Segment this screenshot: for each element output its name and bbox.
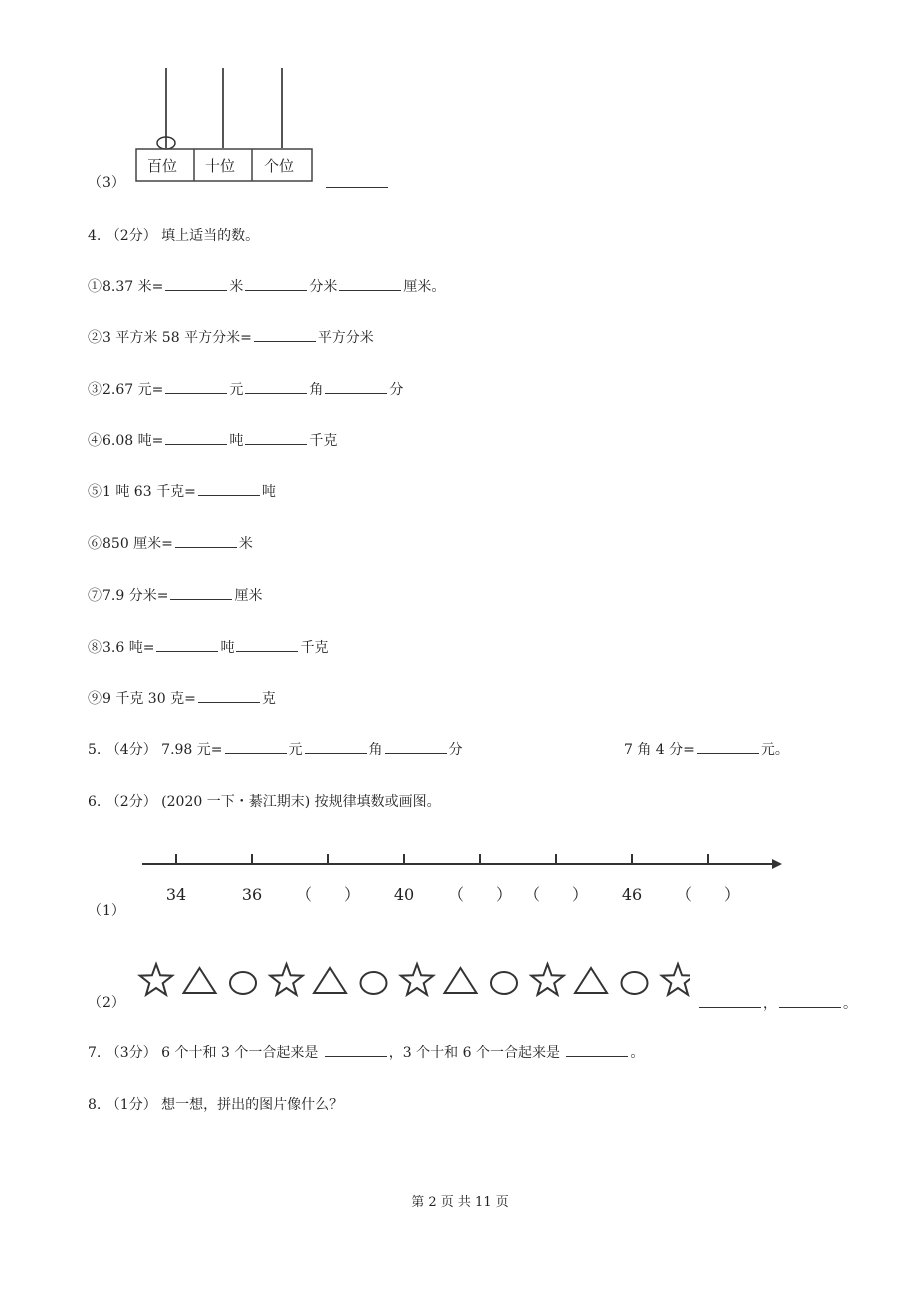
circle-shape: [491, 972, 517, 994]
q4-item-8: ⑧3.6 吨= 吨 千克: [88, 640, 329, 656]
q4-item-6: ⑥850 厘米= 米: [88, 536, 253, 552]
blank[interactable]: [699, 994, 761, 1008]
star-shape: [270, 964, 302, 995]
q4-item-7: ⑦7.9 分米= 厘米: [88, 588, 263, 604]
blank[interactable]: [245, 380, 307, 394]
triangle-shape: [445, 968, 477, 993]
number-line-blank[interactable]: （ ）: [447, 885, 512, 904]
abacus-answer-blank[interactable]: [324, 174, 390, 194]
blank[interactable]: [305, 740, 367, 754]
blank[interactable]: [245, 431, 307, 445]
blank[interactable]: [245, 277, 307, 291]
blank[interactable]: [779, 994, 841, 1008]
blank[interactable]: [198, 689, 260, 703]
q8-header: 8. （1分） 想一想，拼出的图片像什么？: [88, 1097, 344, 1113]
abacus-label-tens: 十位: [205, 157, 236, 175]
blank[interactable]: [339, 277, 401, 291]
blank[interactable]: [156, 638, 218, 652]
q6-part2-answers: ， 。: [697, 994, 857, 1014]
number-line-label: 36: [241, 885, 263, 904]
blank[interactable]: [198, 482, 260, 496]
q4-header: 4. （2分） 填上适当的数。: [88, 228, 260, 244]
q6-part2-label: （2）: [88, 995, 125, 1011]
blank[interactable]: [175, 534, 237, 548]
q4-item-2: ②3 平方米 58 平方分米= 平方分米: [88, 330, 374, 346]
triangle-shape: [184, 968, 216, 993]
q5-right: 7 角 4 分= 元。: [624, 742, 789, 758]
q4-item-5: ⑤1 吨 63 千克= 吨: [88, 484, 276, 500]
q4-item-4: ④6.08 吨= 吨 千克: [88, 433, 338, 449]
triangle-shape: [314, 968, 346, 993]
circle-shape: [622, 972, 648, 994]
page-footer: 第 2 页 共 11 页: [411, 1195, 509, 1210]
shape-sequence: [130, 956, 690, 1006]
blank[interactable]: [325, 380, 387, 394]
number-line-arrow: [772, 859, 782, 869]
circle-shape: [230, 972, 256, 994]
star-shape: [401, 964, 433, 995]
q6-part1-label: （1）: [88, 903, 125, 919]
star-shape: [662, 964, 690, 995]
blank[interactable]: [385, 740, 447, 754]
number-line-blank[interactable]: （ ）: [523, 885, 588, 904]
number-line: [138, 850, 788, 880]
star-shape: [531, 964, 563, 995]
triangle-shape: [575, 968, 607, 993]
blank[interactable]: [165, 431, 227, 445]
q4-item-3: ③2.67 元= 元 角 分: [88, 382, 404, 398]
number-line-label: 34: [165, 885, 187, 904]
blank[interactable]: [254, 328, 316, 342]
star-shape: [140, 964, 172, 995]
number-line-label: 46: [621, 885, 643, 904]
q4-item-9: ⑨9 千克 30 克= 克: [88, 691, 276, 707]
abacus-part-label: （3）: [88, 175, 125, 191]
q4-item-1: ①8.37 米= 米 分米 厘米。: [88, 279, 446, 295]
circle-shape: [361, 972, 387, 994]
number-line-blank[interactable]: （ ）: [675, 885, 740, 904]
blank[interactable]: [165, 277, 227, 291]
blank[interactable]: [236, 638, 298, 652]
blank[interactable]: [165, 380, 227, 394]
q6-header: 6. （2分） (2020 一下・綦江期末) 按规律填数或画图。: [88, 794, 441, 810]
blank[interactable]: [170, 586, 232, 600]
abacus-label-ones: 个位: [264, 157, 295, 175]
blank[interactable]: [325, 1043, 387, 1057]
blank[interactable]: [225, 740, 287, 754]
blank[interactable]: [697, 740, 759, 754]
number-line-blank[interactable]: （ ）: [295, 885, 360, 904]
abacus-label-hundreds: 百位: [147, 157, 178, 175]
blank[interactable]: [566, 1043, 628, 1057]
q7-line: 7. （3分） 6 个十和 3 个一合起来是 ，3 个十和 6 个一合起来是 。: [88, 1045, 645, 1061]
q5-left: 5. （4分） 7.98 元= 元 角 分: [88, 742, 463, 758]
number-line-label: 40: [393, 885, 415, 904]
